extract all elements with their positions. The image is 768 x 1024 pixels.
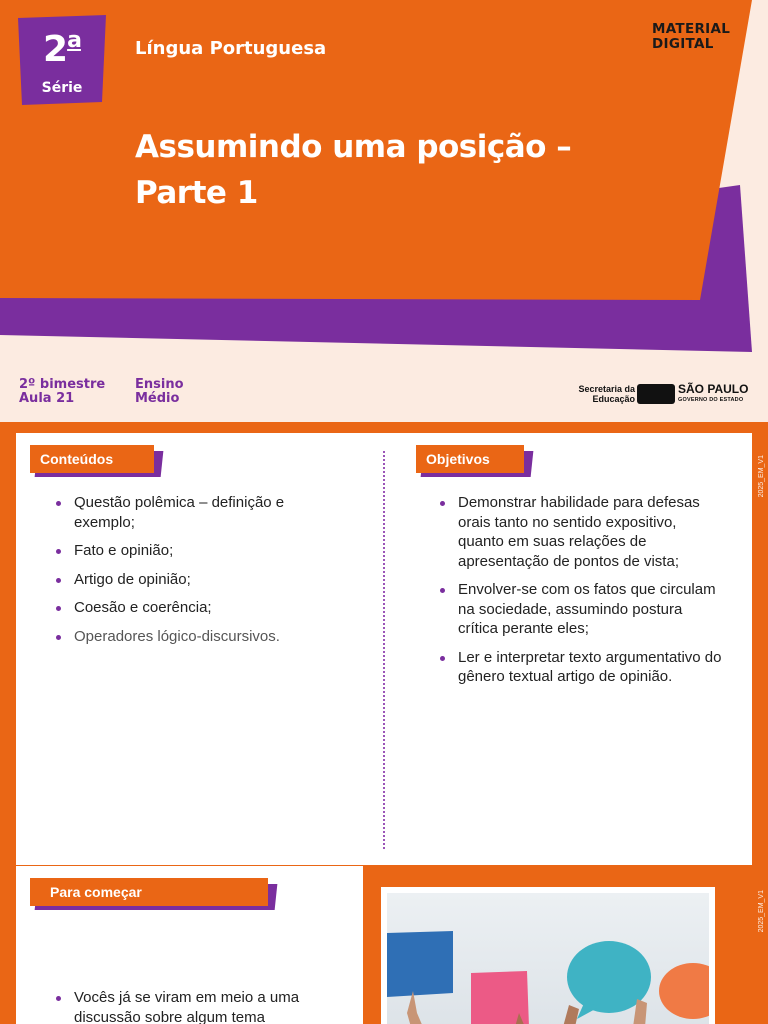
secretaria-line2: Educação: [592, 394, 635, 404]
level-line2: Médio: [135, 391, 180, 406]
contents-title: Conteúdos: [40, 451, 114, 467]
brand-line1: MATERIAL: [652, 21, 731, 37]
starter-tag: [30, 878, 268, 906]
speech-bubbles-photo: [387, 893, 709, 1024]
starter-list: [52, 988, 342, 1024]
objectives-tag: [416, 445, 524, 473]
level-line1: Ensino: [135, 377, 184, 392]
list-item: Envolver-se com os fatos que circulam na sociedade, assumindo postura crítica perante eles;: [436, 580, 726, 639]
material-digital-logo: [652, 22, 730, 52]
starter-slide: [16, 866, 363, 1024]
aula: Aula 21: [19, 391, 75, 406]
list-item: Demonstrar habilidade para defesas orais tanto no sentido expositivo, quanto em suas relações de apresentação de pontos de vista;: [436, 493, 726, 571]
bimestre-info: [19, 378, 105, 406]
serie-label: Série: [41, 80, 83, 96]
subject-title: Língua Portuguesa: [135, 38, 327, 59]
slide2-code: 2025_EM_V1: [758, 455, 765, 498]
list-item: Vocês já se viram em meio a uma discussão sobre algum tema: [52, 988, 342, 1024]
lesson-title: [135, 124, 655, 216]
secretaria-line1: Secretaria da: [578, 384, 635, 394]
list-item: Ler e interpretar texto argumentativo do gênero textual artigo de opinião.: [436, 648, 726, 687]
contents-list: [52, 493, 342, 655]
list-item: Coesão e coerência;: [52, 598, 342, 618]
speech-bubbles-illustration: [387, 893, 709, 1024]
sp-emblem-icon: [637, 384, 675, 404]
list-item: Operadores lógico-discursivos.: [52, 627, 342, 647]
brand-line2: DIGITAL: [652, 36, 714, 52]
bimestre: 2º bimestre: [19, 377, 106, 392]
gov-state: GOVERNO DO ESTADO: [678, 397, 744, 403]
objectives-list: [436, 493, 726, 696]
serie-number: 2$^a$: [43, 28, 81, 70]
arm-shape: [407, 991, 423, 1024]
lesson-title-line1: Assumindo uma posição –: [135, 129, 572, 165]
list-item: Questão polêmica – definição e exemplo;: [52, 493, 342, 532]
orange-speech-bubble: [659, 963, 709, 1019]
lesson-title-line2: Parte 1: [135, 175, 258, 211]
list-item: Artigo de opinião;: [52, 570, 342, 590]
arm-shape: [563, 1005, 579, 1024]
level-info: [135, 378, 184, 406]
slide3-code: 2025_EM_V1: [758, 890, 765, 933]
photo-frame: [378, 884, 718, 1024]
starter-title: Para começar: [50, 884, 142, 900]
gov-name: SÃO PAULO: [678, 382, 749, 396]
secretaria-label: [575, 384, 635, 404]
objectives-title: Objetivos: [426, 451, 490, 467]
contents-tag: [30, 445, 154, 473]
list-item: Fato e opinião;: [52, 541, 342, 561]
blue-card-shape: [387, 931, 453, 997]
column-divider: [383, 451, 385, 849]
cover-slide: [0, 0, 768, 422]
contents-objectives-slide: [16, 433, 752, 865]
